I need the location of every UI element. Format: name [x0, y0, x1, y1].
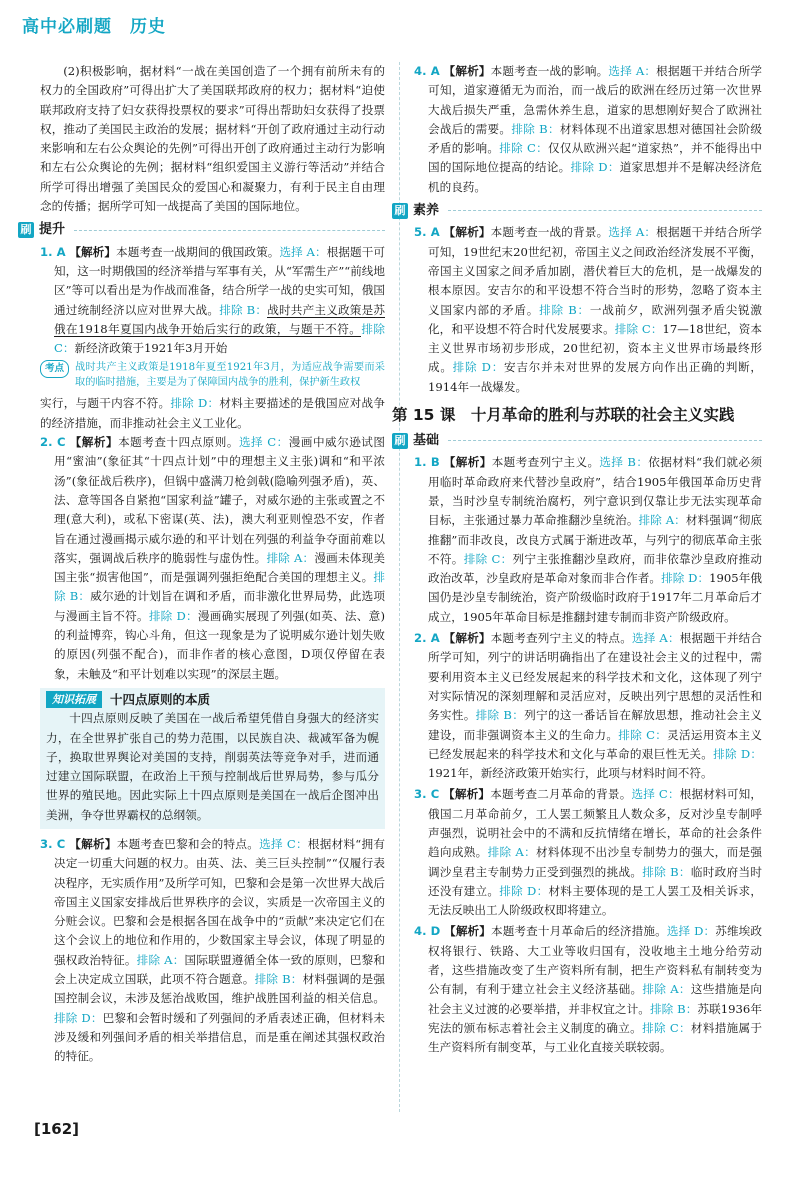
left-column: [20, 62, 385, 1067]
analysis-tag: 【解析】: [444, 924, 491, 939]
answer-text: 材料措施属于生产资料所有制变革，与工业化直接关联较弱。: [428, 1020, 762, 1055]
brush-icon: 刷: [392, 203, 408, 219]
option-label: 排除 B：: [475, 708, 525, 723]
answer-number: 1. A: [40, 244, 66, 259]
answer-number: 5. A: [414, 225, 440, 240]
option-label: 选择 A：: [608, 225, 657, 240]
answer-text: 材料强调的是强国控制会议，未涉及惩治战败国，维护战胜国利益的相关信息。: [54, 972, 385, 1006]
option-label: 排除 A：: [266, 550, 315, 565]
answer-number: 4. D: [414, 924, 441, 939]
answer-text: 本题考查列宁主义的特点。: [490, 631, 632, 646]
section-header-tisheng: [18, 220, 385, 239]
answer-text: 材料主要体现的是工人罢工及相关诉求，无法反映出工人阶级政权即将建立。: [428, 883, 762, 918]
answer-text: 根据题干可知，这一时期俄国的经济举措与军事有关，从“军需生产”“前线地区”等可以看出是为作战而准备，结合所学一战的史实可知，俄国通过统制经济以应对世界大战。: [54, 244, 385, 317]
knowledge-badge: 知识拓展: [46, 691, 102, 708]
answer-number: 3. C: [414, 787, 440, 802]
answer-text: 材料体现不出沙皇专制势力的强大，而是强调沙皇君主专制势力正受到强烈的挑战。: [428, 845, 762, 879]
option-label: 排除 A：: [638, 513, 686, 528]
option-label: 排除 C：: [54, 321, 385, 356]
answer-item: [414, 922, 762, 1057]
answer-text: 列宁的这一番话旨在解放思想，推动社会主义建设，而非强调资本主义的生命力。: [428, 708, 762, 742]
knowledge-extension-box: [40, 688, 385, 829]
section-header-suyang: [392, 201, 762, 220]
answer-text: 一战前夕，欧洲列强矛盾尖锐激化，和平设想不符合时代发展要求。: [428, 302, 762, 336]
option-label: 排除 D：: [452, 360, 505, 375]
option-label: 排除 D：: [170, 396, 220, 411]
exam-point-badge: 考点: [40, 360, 69, 378]
answer-item: [40, 243, 385, 359]
answer-text: 1921年，新经济政策开始实行，此项与材料时间不符。: [428, 766, 713, 781]
analysis-tag: 【解析】: [443, 631, 491, 646]
answer-text: 材料体现不出道家思想对德国社会阶级矛盾的影响。: [428, 121, 762, 156]
answer-text: 苏维埃政权将银行、铁路、大工业等收归国有，没收地主土地分给劳动者，这些措施改变了生产资料所有制，把生产资料私有制转变为公有制，有利于建立社会主义经济基础。: [428, 924, 762, 997]
answer-number: 4. A: [414, 64, 440, 78]
section-header-jichu: [392, 431, 762, 450]
answer-text: 根据材料“拥有决定一切重大问题的权力。由英、法、美三巨头控制”“仅履行表决程序，无实质作用”及所学可知，巴黎和会是第一次世界大战后帝国主义国家安排战后世界秩序的会议，实质是一次帝国主义的分赃会议。巴黎和会是根据各国在战争中的“贡献”来决定它们在这个会议上的地位和作用的，少数国家主导会议，体现了明显的强权政治特征。: [54, 836, 385, 967]
answer-text: 根据题干并结合所学可知，道家遵循无为而治，而一战后的欧洲在经历过第一次世界大战后损失严重，急需休养生息，道家的思想刚好契合了欧洲社会战后的需要。: [428, 64, 762, 136]
knowledge-text: 十四点原则反映了美国在一战后希望凭借自身强大的经济实力，在全世界扩张自己的势力范围，以民族自决、裁减军备为幌子，换取世界舆论对美国的支持，削弱英法等竞争对手，进而通过建立国际联盟，在政治上干预与控制战后世界局势，参与瓜分世界的殖民地。因此实际上十四点原则是美国在一战后企图冲出美洲，争夺世界霸权的总纲领。: [46, 711, 379, 822]
answer-text: 本题考查一战期间的俄国政策。: [116, 244, 280, 259]
answer-text: 苏联1936年宪法的颁布标志着社会主义制度的确立。: [428, 1001, 762, 1035]
answer-text: 实行，与题干内容不符。: [40, 396, 171, 411]
option-label: 排除 A：: [642, 982, 691, 997]
brush-icon: 刷: [18, 222, 34, 238]
answer-text: 本题考查列宁主义。: [491, 455, 600, 470]
option-label: 排除 B：: [219, 302, 268, 317]
option-label: 排除 A：: [136, 952, 185, 967]
answer-text: 漫画中威尔逊试图用“蜜油”(象征其“十四点计划”中的理想主义主张)调和“和平浓汤”(象征战后秩序)，但锅中盛满刀枪剑戟(隐喻列强矛盾)，英、法、意等国各自紧抱“国家利益”罐子，对威尔逊的主张或置之不理(意大利)，或私下密谋(英、法)，澳大利亚则惶恐不安，作者旨在通过漫画揭示威尔逊的和平计划在列强的利益争夺面前难以落实，强调战后秩序的脆弱性与虚伪性。: [54, 435, 385, 565]
answer-item: [414, 62, 762, 197]
divider: [448, 210, 762, 211]
answer-text: 根据题干并结合所学可知，列宁的讲话明确指出了在建设社会主义的过程中，需要利用资本主义已经发展起来的科学技术和文化，这体现了列宁对实际情况的深刻理解和灵活应对，反映出列宁思想的灵活性和务实性。: [428, 631, 762, 723]
section-label: 基础: [413, 433, 440, 449]
answer-item: [40, 835, 385, 1067]
underlined-text: 战时共产主义政策是苏俄在1918年夏国内战争开始后实行的政策，与题干不符。: [54, 302, 385, 336]
answer-text: 仅仅从欧洲兴起“道家热”，并不能得出中国的国际地位提高的结论。: [428, 141, 762, 175]
section-label: 提升: [39, 222, 66, 238]
answer-text: 本题考查二月革命的背景。: [490, 787, 632, 802]
answer-text: 道家思想并不是解决经济危机的良药。: [428, 160, 762, 194]
analysis-tag: 【解析】: [443, 455, 492, 470]
analysis-tag: 【解析】: [443, 787, 491, 802]
answer-text: 本题考查一战的影响。: [490, 64, 609, 78]
option-label: 排除 D：: [54, 1010, 103, 1025]
analysis-tag: 【解析】: [69, 244, 117, 259]
divider: [74, 230, 385, 231]
answer-text: 漫画未体现美国主张“损害他国”，而是强调列强拒绝配合美国的理想主义。: [54, 550, 385, 585]
option-label: 选择 B：: [599, 455, 649, 470]
intro-paragraph: (2)积极影响，据材料“一战在美国创造了一个拥有前所未有的权力的全国政府”可得出扩大了美国联邦政府的权力；据材料“迫使联邦政府支持了妇女获得投票权的要求”可得出帮助妇女获得了投票权，推动了美国民主政治的发展；据材料“开创了政府通过主动行动来影响和左右公众舆论的先例”可得出开创了政府通过主动行为影响和左右公众舆论的先例；据材料“组织爱国主义游行等活动”并结合所学可得出增强了美国民众的爱国心和凝聚力，有利于民主自由理念的传播；据所学可知一战提高了美国的国际地位。: [40, 64, 385, 214]
option-label: 排除 D：: [570, 160, 620, 175]
answer-text: 本题考查十月革命后的经济措施。: [490, 924, 667, 939]
answer-continuation: [40, 394, 385, 433]
option-label: 选择 C：: [259, 836, 308, 851]
option-label: 排除 B：: [54, 570, 385, 604]
option-label: 排除 B：: [539, 302, 590, 317]
divider: [448, 440, 762, 441]
knowledge-box-header: [46, 688, 379, 709]
option-label: 选择 C：: [631, 787, 680, 802]
option-label: 排除 D：: [713, 746, 762, 761]
answer-text: 灵活运用资本主义已经发展起来的科学技术和文化与革命的艰巨性无关。: [428, 727, 762, 761]
option-label: 排除 D：: [148, 608, 198, 623]
answer-text: 本题考查十四点原则。: [118, 435, 239, 450]
answer-text: 材料主要描述的是俄国应对战争的经济措施，而非推动社会主义工业化。: [40, 396, 385, 430]
answer-text: 依据材料“我们就必须用临时革命政府来代替沙皇政府”，结合1905年俄国革命历史背景，当时沙皇专制统治腐朽，列宁意识到仅靠让步无法实现革命目标，主张通过暴力革命推翻沙皇统治。: [428, 455, 762, 528]
answer-text: 材料强调“彻底推翻”而非改良，改良方式属于渐进改革，与列宁的彻底革命主张不符。: [428, 513, 762, 566]
answer-text: 本题考查一战的背景。: [490, 225, 609, 240]
lesson-title: 第 15 课 十月革命的胜利与苏联的社会主义实践: [392, 406, 735, 425]
brush-icon: 刷: [392, 433, 408, 449]
option-label: 排除 C：: [614, 321, 663, 336]
answer-text: 这些措施是向社会主义过渡的必要举措，并非权宜之计。: [428, 982, 762, 1016]
answer-text: 国际联盟遵循全体一致的原则，巴黎和会上决定成立国联，此项不符合题意。: [54, 952, 385, 987]
option-label: 排除 B：: [254, 972, 303, 987]
option-label: 选择 A：: [608, 64, 657, 78]
option-label: 排除 D：: [661, 571, 710, 586]
answer-text: 17—18世纪，资本主义世界市场初步形成，20世纪初，资本主义世界市场最终形成。: [428, 321, 762, 375]
option-label: 选择 D：: [666, 924, 716, 939]
answer-text: 安吉尔并未对世界的发展方向作出正确的判断，1914年一战爆发。: [428, 360, 762, 394]
section-label: 素养: [413, 203, 440, 219]
analysis-tag: 【解析】: [443, 225, 491, 240]
answer-number: 1. B: [414, 455, 440, 470]
option-label: 排除 A：: [487, 845, 536, 860]
answer-text: 根据材料可知，俄国二月革命前夕，工人罢工频繁且人数众多，反对沙皇专制呼声强烈，说明社会中的不满和反抗情绪在增长，革命的社会条件趋向成熟。: [428, 787, 762, 860]
analysis-tag: 【解析】: [69, 435, 119, 450]
analysis-tag: 【解析】: [443, 64, 491, 78]
answer-item: [414, 453, 762, 627]
option-label: 排除 C：: [618, 727, 668, 742]
answer-item: [40, 433, 385, 684]
option-label: 排除 C：: [463, 551, 513, 566]
option-label: 排除 B：: [642, 864, 691, 879]
answer-number: 2. C: [40, 435, 66, 450]
option-label: 排除 B：: [649, 1001, 698, 1016]
answer-item: [414, 223, 762, 397]
option-label: 选择 A：: [279, 244, 327, 259]
option-label: 排除 C：: [642, 1020, 691, 1035]
answer-text: 临时政府当时还没有建立。: [428, 864, 762, 898]
answer-text: 漫画确实展现了列强(如英、法、意)的利益博弈，钩心斗角，但这一现象是为了说明威尔逊计划失败的原因(列强不配合)，而非作者的核心意图，D项仅停留在表象，未触及“和平计划难以实现”的深层主题。: [54, 608, 385, 681]
knowledge-title: 十四点原则的本质: [110, 691, 211, 707]
answer-number: 2. A: [414, 631, 440, 646]
answer-text: 新经济政策于1921年3月开始: [74, 341, 228, 356]
answer-text: 根据题干并结合所学可知，19世纪末20世纪初，帝国主义之间政治经济发展不平衡，帝国主义国家之间矛盾加剧，潜伏着巨大的危机，是一战爆发的根本原因。安吉尔的和平设想不符合当时的形势，忽略了资本主义国家内部的矛盾。: [428, 225, 762, 317]
answer-text: 威尔逊的计划旨在调和矛盾，而非激化世界局势，此选项与漫画主旨不符。: [54, 589, 385, 623]
right-column: [392, 62, 762, 1058]
analysis-tag: 【解析】: [69, 836, 117, 851]
answer-text: 列宁主张推翻沙皇政府，而非依靠沙皇政府推动政治改革，沙皇政府是革命对象而非合作者。: [428, 551, 762, 586]
option-label: 排除 C：: [499, 141, 548, 156]
exam-point-note: [40, 360, 385, 390]
option-label: 选择 A：: [631, 631, 680, 646]
option-label: 排除 B：: [511, 121, 560, 136]
option-label: 排除 D：: [499, 883, 549, 898]
answer-number: 3. C: [40, 836, 66, 851]
running-header: 高中必刷题 历史: [22, 17, 166, 37]
page-number: [ 162 ]: [34, 1120, 79, 1138]
answer-text: 巴黎和会暂时缓和了列强间的矛盾表述正确，但材料未涉及缓和列强间矛盾的相关举措信息，而是重在阐述其强权政治的特征。: [54, 1010, 385, 1064]
exam-point-text: 战时共产主义政策是1918年夏至1921年3月，为适应战争需要而采取的临时措施，主要是为了保障国内战争的胜利，保护新生政权: [75, 362, 385, 389]
answer-item: [414, 629, 762, 783]
option-label: 选择 C：: [238, 435, 289, 450]
answer-text: 1905年俄国仍是沙皇专制统治，资产阶级临时政府于1917年二月革命后才成立，1905年革命目标是推翻封建专制而非资产阶级政府。: [428, 571, 762, 624]
answer-text: 本题考查巴黎和会的特点。: [116, 836, 260, 851]
answer-item: [414, 785, 762, 920]
